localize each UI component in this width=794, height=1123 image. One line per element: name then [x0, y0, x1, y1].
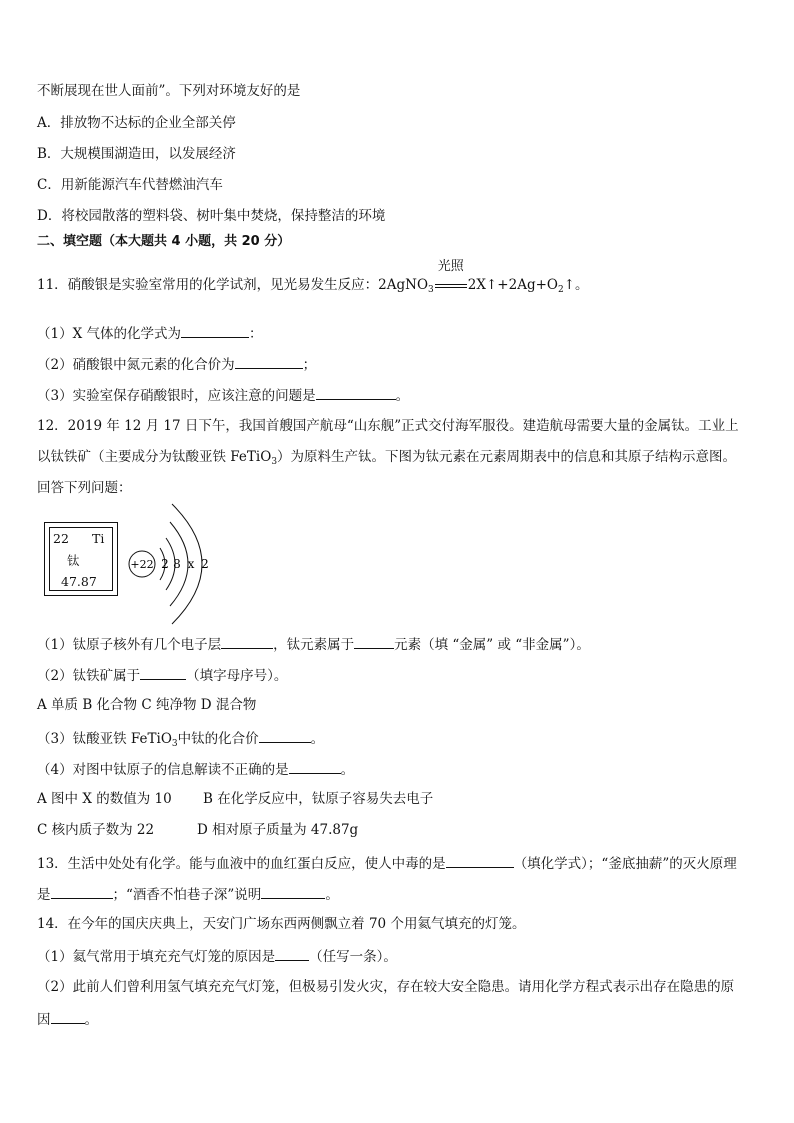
q14-part1-a: （1）氦气常用于填充充气灯笼的原因是	[37, 949, 276, 965]
q11-part3-text: （3）实验室保存硝酸银时，应该注意的问题是	[37, 388, 316, 404]
q12-line3: 回答下列问题：	[37, 480, 132, 496]
q12-part3-b: 中钛的化合价	[177, 731, 259, 747]
q12-option-a: A 图中 X 的数值为 10	[37, 791, 172, 807]
q10-option-b: B．大规模围湖造田，以发展经济	[37, 146, 236, 162]
q13-d: ；“酒香不怕巷子深”说明	[112, 887, 262, 903]
q11-part2-end: ；	[302, 357, 317, 373]
q12-part1-blank1[interactable]	[221, 634, 273, 649]
q11-stem	[37, 259, 589, 295]
q12-line2-a: 以钛铁矿（主要成分为钛酸亚铁 FeTiO	[37, 449, 272, 465]
q12-line2-b: ）为原料生产钛。下图为钛元素在元素周期表中的信息和其原子结构示意图。	[277, 449, 737, 465]
q12-option-c: C 核内质子数为 22	[37, 822, 155, 838]
q11-part2-blank[interactable]	[235, 354, 303, 369]
q11-part3-blank[interactable]	[316, 385, 396, 400]
q14-line1: 14．在今年的国庆庆典上，天安门广场东西两侧飘立着 70 个用氦气填充的灯笼。	[37, 916, 526, 932]
q13-line1	[37, 853, 737, 873]
q14-part1-b: （任写一条）。	[309, 949, 397, 965]
element-symbol: Ti	[92, 531, 105, 546]
q12-part3-sub: 3	[171, 739, 178, 749]
q12-part4-b: 。	[340, 762, 355, 778]
q11-products-sub: 2	[557, 285, 564, 295]
q11-text: 11．硝酸银是实验室常用的化学试剂，见光易发生反应：2AgNO	[37, 277, 429, 293]
q10-option-d: D．将校园散落的塑料袋、树叶集中焚烧，保持整洁的环境	[37, 208, 386, 224]
shell-2-electrons: 8	[173, 557, 181, 571]
q10-option-a: A．排放物不达标的企业全部关停	[37, 115, 236, 131]
q14-part2-b: 因	[37, 1012, 51, 1028]
q14-part2: （2）此前人们曾利用氢气填充充气灯笼，但极易引发火灾，存在较大安全隐患。请用化学方程式表示出存在隐患的原	[37, 979, 735, 995]
q13-line2	[37, 884, 339, 904]
q11-equation-arrow	[434, 259, 468, 294]
element-name: 钛	[67, 553, 80, 568]
q13-b: （填化学式）；“釜底抽薪”的灭火原理	[513, 856, 737, 872]
q13-e: 。	[325, 887, 339, 903]
atomic-mass: 47.87	[61, 574, 97, 589]
periodic-table-cell	[44, 522, 118, 596]
q13-blank3[interactable]	[261, 884, 325, 899]
q14-part1-blank[interactable]	[275, 946, 309, 961]
q11-end: ↑。	[563, 277, 589, 293]
q12-part3-blank[interactable]	[259, 728, 311, 743]
q11-condition: 光照	[437, 259, 464, 274]
q12-part3-a: （3）钛酸亚铁 FeTiO	[37, 731, 172, 747]
q11-part1	[37, 323, 263, 343]
q13-c: 是	[37, 887, 51, 903]
q14-part2-c: 。	[84, 1012, 98, 1028]
section2-title: 二、填空题（本大题共 4 小题，共 20 分）	[37, 234, 291, 249]
atomic-number: 22	[53, 531, 69, 546]
q12-part1-b: ，钛元素属于	[273, 637, 355, 653]
q11-sub: 3	[428, 285, 434, 295]
q12-part3	[37, 728, 324, 748]
q12-part4-a: （4）对图中钛原子的信息解读不正确的是	[37, 762, 289, 778]
q12-part1-blank2[interactable]	[354, 634, 394, 649]
q12-part1-a: （1）钛原子核外有几个电子层	[37, 637, 222, 653]
q12-line2	[37, 448, 736, 466]
q12-part4	[37, 759, 354, 779]
q10-stem-tail: 不断展现在世人面前”。下列对环境友好的是	[37, 83, 301, 99]
q12-part3-c: 。	[310, 731, 325, 747]
q14-part2-cont	[37, 1009, 98, 1029]
q12-part2-a: （2）钛铁矿属于	[37, 668, 141, 684]
q13-a: 13．生活中处处有化学。能与血液中的血红蛋白反应，使人中毒的是	[37, 856, 446, 872]
q12-part2-blank[interactable]	[140, 665, 186, 680]
q14-part2-blank[interactable]	[51, 1009, 85, 1024]
q11-part1-blank[interactable]	[181, 323, 249, 338]
q14-part1	[37, 946, 397, 966]
q12-option-d: D 相对原子质量为 47.87g	[197, 822, 359, 838]
shell-3-electrons: x	[187, 557, 195, 571]
q12-line2-sub: 3	[271, 457, 278, 467]
q11-part2-text: （2）硝酸银中氮元素的化合价为	[37, 357, 235, 373]
q11-part2	[37, 354, 316, 374]
shell-1-electrons: 2	[161, 557, 169, 571]
q11-part1-end: ：	[249, 326, 263, 342]
q12-part1	[37, 634, 590, 654]
q12-option-b: B 在化学反应中，钛原子容易失去电子	[203, 791, 434, 807]
q13-blank2[interactable]	[51, 884, 113, 899]
atom-structure-diagram	[124, 500, 224, 626]
q12-part4-blank[interactable]	[289, 759, 341, 774]
nucleus-charge: +22	[130, 558, 154, 571]
shell-4-electrons: 2	[201, 557, 209, 571]
q10-option-c: C．用新能源汽车代替燃油汽车	[37, 177, 223, 193]
q12-part2-options: A 单质 B 化合物 C 纯净物 D 混合物	[37, 697, 257, 713]
q11-part1-text: （1）X 气体的化学式为	[37, 326, 181, 342]
q13-blank1[interactable]	[446, 853, 514, 868]
q12-line1: 12．2019 年 12 月 17 日下午，我国首艘国产航母“山东舰”正式交付海军服役。建造航母需要大量的金属钛。工业上	[37, 418, 739, 434]
q12-part1-c: 元素（填 “金属” 或 “非金属”）。	[394, 637, 590, 653]
q12-part2	[37, 665, 287, 685]
q12-part2-b: （填字母序号）。	[186, 668, 288, 684]
equals-sign	[435, 284, 467, 288]
q11-products: 2X↑+2Ag+O	[467, 277, 558, 293]
q11-part3-end: 。	[395, 388, 410, 404]
q11-part3	[37, 385, 409, 405]
